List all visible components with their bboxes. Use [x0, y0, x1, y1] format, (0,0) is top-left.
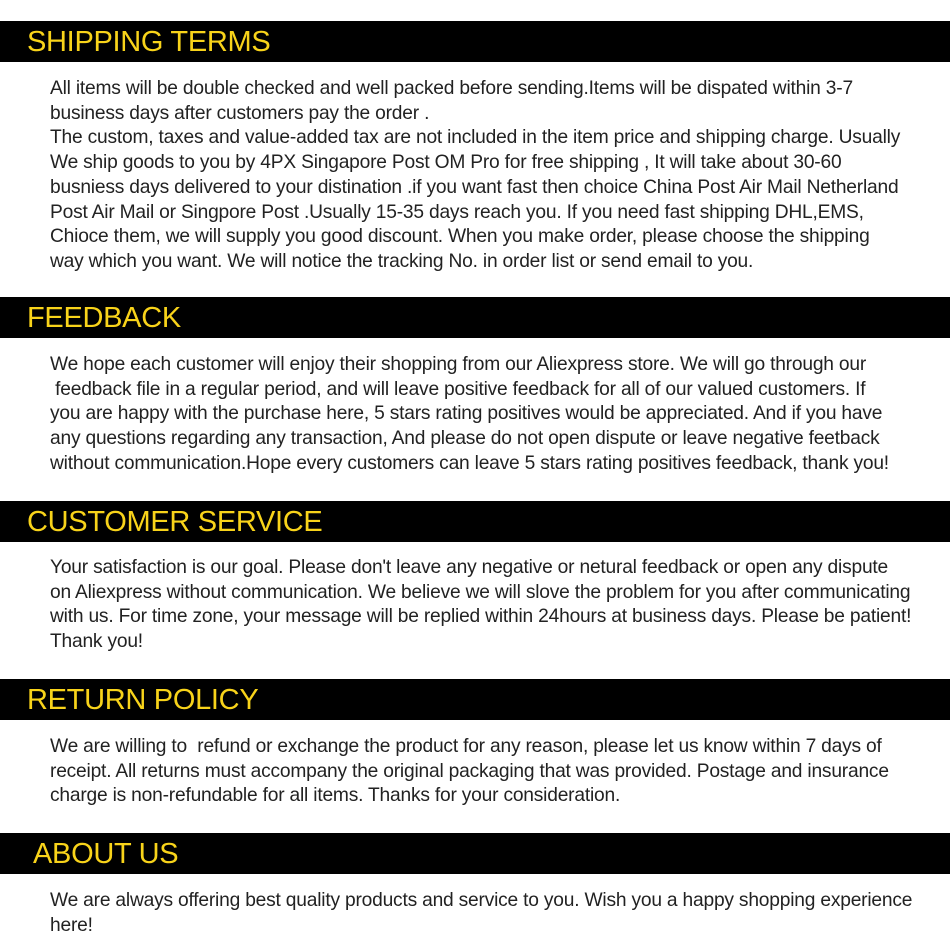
text-line: Chioce them, we will supply you good discount. When you make order, please choose the shipping	[50, 226, 870, 248]
text-line: business days after customers pay the order .	[50, 102, 430, 124]
text-line: on Aliexpress without communication. We believe we will slove the problem for you after communicating	[50, 581, 911, 603]
paragraph	[50, 77, 930, 275]
text-line: with us. For time zone, your message will be replied within 24hours at business days. Please be patient!	[50, 606, 912, 628]
section-title: SHIPPING TERMS	[27, 26, 271, 58]
text-line: We ship goods to you by 4PX Singapore Post OM Pro for free shipping , It will take about 30-60	[50, 152, 842, 174]
text-line: Your satisfaction is our goal. Please don't leave any negative or netural feedback or open any dispute	[50, 557, 889, 578]
text-line: Thank you!	[50, 631, 143, 653]
text-line: any questions regarding any transaction, And please do not open dispute or leave negative feetback	[50, 428, 880, 450]
paragraph	[50, 556, 930, 655]
section-header-feedback	[0, 297, 950, 338]
section-title: FEEDBACK	[27, 302, 181, 334]
section-title: ABOUT US	[33, 838, 179, 870]
text-line: without communication.Hope every customers can leave 5 stars rating positives feedback, thank you!	[50, 452, 889, 474]
text-line: receipt. All returns must accompany the original packaging that was provided. Postage and insurance	[50, 760, 889, 782]
text-line: All items will be double checked and well packed before sending.Items will be dispated within 3-7	[50, 78, 853, 99]
text-line: The custom, taxes and value-added tax are not included in the item price and shipping charge. Usually	[50, 127, 901, 149]
section-header-about-us	[0, 833, 950, 874]
paragraph	[50, 889, 930, 938]
section-body-shipping-terms	[50, 77, 930, 275]
section-body-return-policy	[50, 735, 930, 809]
section-title: RETURN POLICY	[27, 684, 259, 716]
section-header-shipping-terms	[0, 21, 950, 62]
section-body-about-us	[50, 889, 930, 938]
section-title: CUSTOMER SERVICE	[27, 506, 323, 538]
text-line: busniess days delivered to your distination .if you want fast then choice China Post Air Mail Netherland	[50, 176, 899, 198]
section-header-return-policy	[0, 679, 950, 720]
text-line: We hope each customer will enjoy their shopping from our Aliexpress store. We will go through our	[50, 354, 867, 375]
text-line: charge is non-refundable for all items. Thanks for your consideration.	[50, 785, 621, 807]
section-body-feedback	[50, 353, 930, 477]
paragraph	[50, 353, 930, 477]
section-body-customer-service	[50, 556, 930, 655]
text-line: here!	[50, 914, 93, 936]
text-line: Post Air Mail or Singpore Post .Usually 15-35 days reach you. If you need fast shipping DHL,EMS,	[50, 201, 864, 223]
text-line: way which you want. We will notice the tracking No. in order list or send email to you.	[50, 250, 754, 272]
text-line: feedback file in a regular period, and will leave positive feedback for all of our valued customers. If	[50, 378, 866, 400]
text-line: you are happy with the purchase here, 5 stars rating positives would be appreciated. And if you have	[50, 403, 883, 425]
section-header-customer-service	[0, 501, 950, 542]
text-line: We are willing to refund or exchange the product for any reason, please let us know within 7 days of	[50, 736, 882, 757]
text-line: We are always offering best quality products and service to you. Wish you a happy shopping experience	[50, 890, 913, 911]
paragraph	[50, 735, 930, 809]
